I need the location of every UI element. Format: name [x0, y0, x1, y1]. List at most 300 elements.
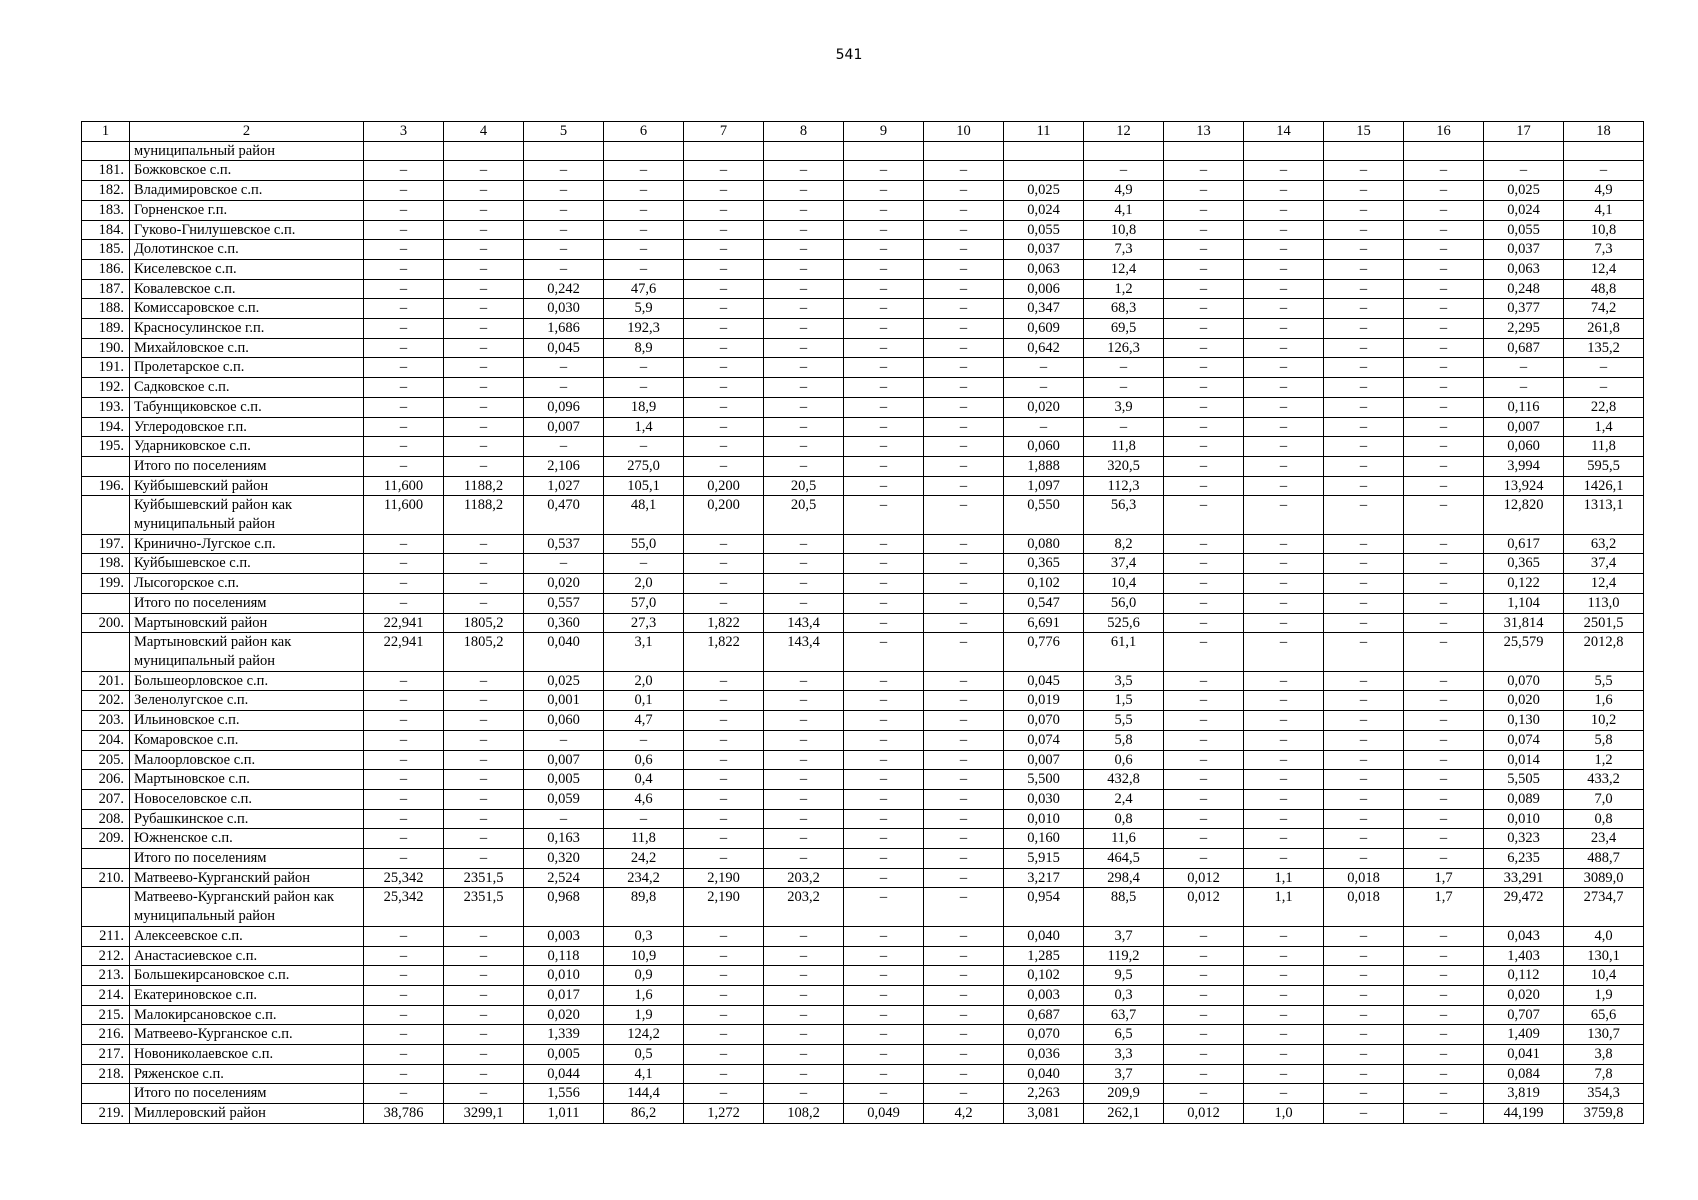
value-cell: 135,2	[1564, 338, 1644, 358]
value-cell: 0,347	[1004, 299, 1084, 319]
value-cell: –	[1164, 181, 1244, 201]
value-cell: –	[444, 397, 524, 417]
value-cell: –	[684, 926, 764, 946]
value-cell: –	[764, 985, 844, 1005]
value-cell: –	[1404, 574, 1484, 594]
value-cell: 2,0	[604, 671, 684, 691]
row-number: 214.	[82, 985, 130, 1005]
value-cell: 4,1	[1564, 200, 1644, 220]
row-name: Итого по поселениям	[130, 456, 364, 476]
value-cell: 63,2	[1564, 534, 1644, 554]
value-cell: 130,7	[1564, 1025, 1644, 1045]
value-cell: –	[924, 574, 1004, 594]
value-cell: –	[364, 1045, 444, 1065]
value-cell: –	[1324, 456, 1404, 476]
value-cell: –	[844, 279, 924, 299]
table-row	[82, 338, 1644, 358]
value-cell: –	[684, 966, 764, 986]
value-cell: 0,609	[1004, 319, 1084, 339]
value-cell: 0,470	[524, 496, 604, 534]
value-cell: 4,0	[1564, 926, 1644, 946]
value-cell: 25,342	[364, 888, 444, 926]
value-cell: –	[364, 809, 444, 829]
value-cell: –	[604, 220, 684, 240]
value-cell: –	[1164, 1005, 1244, 1025]
value-cell: –	[1244, 985, 1324, 1005]
value-cell: 0,020	[1484, 691, 1564, 711]
value-cell: 5,5	[1084, 711, 1164, 731]
value-cell: –	[684, 378, 764, 398]
value-cell: 0,242	[524, 279, 604, 299]
value-cell: 63,7	[1084, 1005, 1164, 1025]
value-cell: –	[684, 750, 764, 770]
value-cell: –	[684, 770, 764, 790]
value-cell: 464,5	[1084, 849, 1164, 869]
value-cell: –	[1404, 926, 1484, 946]
value-cell: –	[444, 181, 524, 201]
value-cell: –	[1244, 319, 1324, 339]
table-row	[82, 554, 1644, 574]
value-cell: –	[1404, 338, 1484, 358]
value-cell: 595,5	[1564, 456, 1644, 476]
value-cell: 0,055	[1004, 220, 1084, 240]
value-cell: 23,4	[1564, 829, 1644, 849]
value-cell: 0,020	[524, 1005, 604, 1025]
value-cell: –	[364, 299, 444, 319]
value-cell: –	[1244, 926, 1324, 946]
value-cell: –	[764, 279, 844, 299]
value-cell: –	[1164, 985, 1244, 1005]
value-cell: –	[924, 378, 1004, 398]
value-cell: –	[444, 319, 524, 339]
value-cell: 0,3	[1084, 985, 1164, 1005]
value-cell: 1,339	[524, 1025, 604, 1045]
value-cell: –	[924, 671, 1004, 691]
value-cell: 0,9	[604, 966, 684, 986]
value-cell: 1,822	[684, 613, 764, 633]
value-cell: –	[1324, 1084, 1404, 1104]
value-cell	[1404, 141, 1484, 161]
value-cell: –	[1244, 259, 1324, 279]
value-cell: –	[684, 711, 764, 731]
value-cell: –	[364, 926, 444, 946]
value-cell: –	[1244, 1025, 1324, 1045]
value-cell: –	[524, 161, 604, 181]
value-cell: 0,707	[1484, 1005, 1564, 1025]
value-cell: –	[684, 691, 764, 711]
row-number: 204.	[82, 730, 130, 750]
value-cell: 0,043	[1484, 926, 1564, 946]
value-cell: –	[1404, 966, 1484, 986]
row-name: Куйбышевский район	[130, 476, 364, 496]
value-cell: –	[1244, 378, 1324, 398]
value-cell: –	[1404, 946, 1484, 966]
value-cell: –	[1244, 593, 1324, 613]
value-cell: 0,248	[1484, 279, 1564, 299]
value-cell: –	[764, 181, 844, 201]
value-cell: –	[364, 849, 444, 869]
value-cell: –	[1244, 691, 1324, 711]
value-cell: 0,020	[1004, 397, 1084, 417]
value-cell: –	[364, 319, 444, 339]
value-cell: –	[364, 770, 444, 790]
value-cell: –	[444, 161, 524, 181]
value-cell: –	[924, 750, 1004, 770]
value-cell: –	[924, 437, 1004, 457]
value-cell: –	[1404, 299, 1484, 319]
value-cell: 112,3	[1084, 476, 1164, 496]
value-cell: –	[684, 730, 764, 750]
value-cell: 29,472	[1484, 888, 1564, 926]
row-name: Ударниковское с.п.	[130, 437, 364, 457]
value-cell: –	[364, 750, 444, 770]
value-cell: 0,200	[684, 496, 764, 534]
row-number: 188.	[82, 299, 130, 319]
value-cell: –	[364, 279, 444, 299]
value-cell: 203,2	[764, 868, 844, 888]
value-cell: –	[1084, 161, 1164, 181]
value-cell: –	[1404, 1025, 1484, 1045]
value-cell: –	[844, 1025, 924, 1045]
value-cell: 38,786	[364, 1104, 444, 1124]
value-cell: –	[604, 358, 684, 378]
value-cell: 4,1	[604, 1064, 684, 1084]
value-cell: 354,3	[1564, 1084, 1644, 1104]
value-cell: –	[1164, 358, 1244, 378]
value-cell: –	[684, 985, 764, 1005]
header-cell: 17	[1484, 122, 1564, 142]
value-cell: 0,055	[1484, 220, 1564, 240]
value-cell: 0,070	[1484, 671, 1564, 691]
value-cell: 0,8	[1564, 809, 1644, 829]
value-cell: –	[1244, 476, 1324, 496]
value-cell: –	[764, 338, 844, 358]
table-row	[82, 1084, 1644, 1104]
table-row	[82, 593, 1644, 613]
value-cell: 5,8	[1084, 730, 1164, 750]
row-name: Михайловское с.п.	[130, 338, 364, 358]
row-number: 191.	[82, 358, 130, 378]
value-cell: 12,4	[1564, 259, 1644, 279]
value-cell: –	[764, 437, 844, 457]
value-cell: –	[444, 849, 524, 869]
row-name: Садковское с.п.	[130, 378, 364, 398]
value-cell: 3,8	[1564, 1045, 1644, 1065]
value-cell: –	[924, 476, 1004, 496]
value-cell: –	[364, 789, 444, 809]
row-number: 181.	[82, 161, 130, 181]
value-cell: –	[1404, 1045, 1484, 1065]
value-cell: –	[1164, 633, 1244, 671]
value-cell: –	[1244, 730, 1324, 750]
table-row	[82, 750, 1644, 770]
row-number: 193.	[82, 397, 130, 417]
value-cell: –	[1404, 554, 1484, 574]
value-cell: 0,112	[1484, 966, 1564, 986]
value-cell: 0,007	[1004, 750, 1084, 770]
value-cell: 0,074	[1484, 730, 1564, 750]
table-row	[82, 279, 1644, 299]
value-cell: 0,014	[1484, 750, 1564, 770]
value-cell: 0,012	[1164, 868, 1244, 888]
value-cell: –	[444, 1064, 524, 1084]
row-name: Комаровское с.п.	[130, 730, 364, 750]
value-cell: 0,040	[1004, 926, 1084, 946]
value-cell: –	[1164, 534, 1244, 554]
value-cell: –	[684, 417, 764, 437]
value-cell: 1,7	[1404, 868, 1484, 888]
value-cell: 11,8	[604, 829, 684, 849]
value-cell: –	[364, 1025, 444, 1045]
row-name: Ковалевское с.п.	[130, 279, 364, 299]
value-cell: 0,365	[1484, 554, 1564, 574]
value-cell: 3089,0	[1564, 868, 1644, 888]
value-cell: –	[1324, 849, 1404, 869]
value-cell: 0,102	[1004, 966, 1084, 986]
value-cell: –	[1164, 476, 1244, 496]
row-name: Алексеевское с.п.	[130, 926, 364, 946]
row-name: Комиссаровское с.п.	[130, 299, 364, 319]
value-cell: –	[1164, 1084, 1244, 1104]
value-cell: –	[924, 868, 1004, 888]
row-number: 211.	[82, 926, 130, 946]
value-cell: 0,377	[1484, 299, 1564, 319]
value-cell: 11,6	[1084, 829, 1164, 849]
row-name: Божковское с.п.	[130, 161, 364, 181]
value-cell: –	[364, 593, 444, 613]
table-row	[82, 437, 1644, 457]
value-cell: –	[684, 809, 764, 829]
row-name: Куйбышевский район как муниципальный район	[130, 496, 364, 534]
value-cell	[1084, 141, 1164, 161]
value-cell: –	[924, 1045, 1004, 1065]
value-cell: 4,9	[1084, 181, 1164, 201]
value-cell: 4,6	[604, 789, 684, 809]
value-cell: 47,6	[604, 279, 684, 299]
value-cell: 2,4	[1084, 789, 1164, 809]
value-cell: –	[764, 378, 844, 398]
value-cell: –	[1404, 220, 1484, 240]
value-cell: –	[1324, 534, 1404, 554]
value-cell: –	[764, 200, 844, 220]
table-row	[82, 770, 1644, 790]
value-cell: –	[764, 397, 844, 417]
value-cell: 3,081	[1004, 1104, 1084, 1124]
value-cell: 12,4	[1084, 259, 1164, 279]
row-number: 196.	[82, 476, 130, 496]
value-cell: 0,003	[524, 926, 604, 946]
value-cell: 3,7	[1084, 926, 1164, 946]
value-cell: 13,924	[1484, 476, 1564, 496]
value-cell: –	[924, 456, 1004, 476]
value-cell: –	[924, 691, 1004, 711]
value-cell: –	[444, 338, 524, 358]
value-cell: –	[1324, 1064, 1404, 1084]
value-cell: –	[684, 789, 764, 809]
value-cell: 56,0	[1084, 593, 1164, 613]
value-cell: –	[844, 240, 924, 260]
value-cell: –	[1324, 358, 1404, 378]
value-cell: 0,018	[1324, 868, 1404, 888]
value-cell: 11,600	[364, 496, 444, 534]
value-cell: –	[364, 220, 444, 240]
value-cell: –	[924, 496, 1004, 534]
value-cell: –	[444, 299, 524, 319]
value-cell: 3299,1	[444, 1104, 524, 1124]
value-cell: 0,3	[604, 926, 684, 946]
value-cell: 11,600	[364, 476, 444, 496]
value-cell: –	[1324, 574, 1404, 594]
data-table	[81, 121, 1644, 1124]
value-cell: –	[844, 1005, 924, 1025]
value-cell: –	[684, 671, 764, 691]
value-cell: 2,0	[604, 574, 684, 594]
value-cell: –	[924, 730, 1004, 750]
value-cell: –	[364, 338, 444, 358]
value-cell: –	[764, 750, 844, 770]
value-cell: 203,2	[764, 888, 844, 926]
value-cell: –	[684, 849, 764, 869]
value-cell: 0,617	[1484, 534, 1564, 554]
row-name: Мартыновский район	[130, 613, 364, 633]
value-cell: 1,6	[1564, 691, 1644, 711]
value-cell: 65,6	[1564, 1005, 1644, 1025]
value-cell: 0,084	[1484, 1064, 1564, 1084]
value-cell: –	[1244, 809, 1324, 829]
row-number: 187.	[82, 279, 130, 299]
value-cell: 25,579	[1484, 633, 1564, 671]
value-cell: –	[1324, 378, 1404, 398]
table-row	[82, 161, 1644, 181]
value-cell: 0,6	[1084, 750, 1164, 770]
value-cell: 0,160	[1004, 829, 1084, 849]
value-cell: 31,814	[1484, 613, 1564, 633]
value-cell: –	[924, 397, 1004, 417]
table-row	[82, 730, 1644, 750]
value-cell: 433,2	[1564, 770, 1644, 790]
value-cell: –	[1004, 417, 1084, 437]
value-cell: –	[364, 966, 444, 986]
value-cell: –	[1244, 299, 1324, 319]
value-cell: –	[924, 888, 1004, 926]
value-cell	[1484, 141, 1564, 161]
value-cell: –	[1404, 1084, 1484, 1104]
value-cell: –	[764, 789, 844, 809]
value-cell: –	[1244, 358, 1324, 378]
value-cell: –	[1164, 1064, 1244, 1084]
value-cell: 119,2	[1084, 946, 1164, 966]
value-cell: –	[444, 378, 524, 398]
value-cell: –	[684, 1084, 764, 1104]
row-name: Новоселовское с.п.	[130, 789, 364, 809]
value-cell: –	[444, 966, 524, 986]
value-cell	[444, 141, 524, 161]
value-cell: 0,041	[1484, 1045, 1564, 1065]
value-cell: 130,1	[1564, 946, 1644, 966]
value-cell: –	[364, 200, 444, 220]
value-cell: –	[1404, 534, 1484, 554]
value-cell: –	[444, 829, 524, 849]
value-cell: 0,687	[1004, 1005, 1084, 1025]
value-cell: 1188,2	[444, 476, 524, 496]
table-row	[82, 319, 1644, 339]
value-cell: –	[1324, 770, 1404, 790]
table-row	[82, 671, 1644, 691]
value-cell: –	[1324, 437, 1404, 457]
value-cell: –	[524, 181, 604, 201]
table-row	[82, 633, 1644, 671]
page-number: 541	[835, 47, 863, 63]
value-cell: –	[1404, 789, 1484, 809]
value-cell: –	[1404, 397, 1484, 417]
value-cell: –	[684, 338, 764, 358]
value-cell: 0,200	[684, 476, 764, 496]
value-cell: 1,011	[524, 1104, 604, 1124]
value-cell: –	[1404, 456, 1484, 476]
value-cell: –	[844, 397, 924, 417]
value-cell: –	[1164, 691, 1244, 711]
value-cell: 4,9	[1564, 181, 1644, 201]
value-cell: –	[1244, 711, 1324, 731]
value-cell: –	[1244, 181, 1324, 201]
value-cell: –	[1084, 417, 1164, 437]
value-cell: –	[1244, 1064, 1324, 1084]
value-cell: –	[604, 378, 684, 398]
value-cell: 0,968	[524, 888, 604, 926]
value-cell: –	[1244, 161, 1324, 181]
header-cell: 3	[364, 122, 444, 142]
value-cell: 0,005	[524, 770, 604, 790]
value-cell: –	[684, 1045, 764, 1065]
value-cell: –	[604, 259, 684, 279]
value-cell: 5,5	[1564, 671, 1644, 691]
value-cell: 0,059	[524, 789, 604, 809]
value-cell: –	[1244, 338, 1324, 358]
value-cell: –	[1244, 966, 1324, 986]
value-cell: –	[844, 456, 924, 476]
value-cell: 1,4	[604, 417, 684, 437]
value-cell: –	[444, 574, 524, 594]
value-cell: –	[924, 593, 1004, 613]
value-cell: 0,070	[1004, 1025, 1084, 1045]
table-row	[82, 691, 1644, 711]
table-row	[82, 397, 1644, 417]
value-cell: –	[844, 888, 924, 926]
header-cell: 13	[1164, 122, 1244, 142]
value-cell: –	[1324, 829, 1404, 849]
row-number: 186.	[82, 259, 130, 279]
value-cell: 55,0	[604, 534, 684, 554]
value-cell: –	[924, 926, 1004, 946]
header-row	[82, 122, 1644, 142]
value-cell: 143,4	[764, 633, 844, 671]
value-cell: –	[764, 534, 844, 554]
value-cell: 5,500	[1004, 770, 1084, 790]
value-cell: –	[924, 809, 1004, 829]
value-cell: 0,063	[1004, 259, 1084, 279]
value-cell: 0,537	[524, 534, 604, 554]
value-cell: –	[1324, 966, 1404, 986]
value-cell: 124,2	[604, 1025, 684, 1045]
value-cell: 5,505	[1484, 770, 1564, 790]
row-number: 215.	[82, 1005, 130, 1025]
row-number: 184.	[82, 220, 130, 240]
header-cell: 1	[82, 122, 130, 142]
value-cell: –	[844, 829, 924, 849]
value-cell: –	[524, 809, 604, 829]
value-cell: –	[1324, 691, 1404, 711]
value-cell: –	[444, 554, 524, 574]
